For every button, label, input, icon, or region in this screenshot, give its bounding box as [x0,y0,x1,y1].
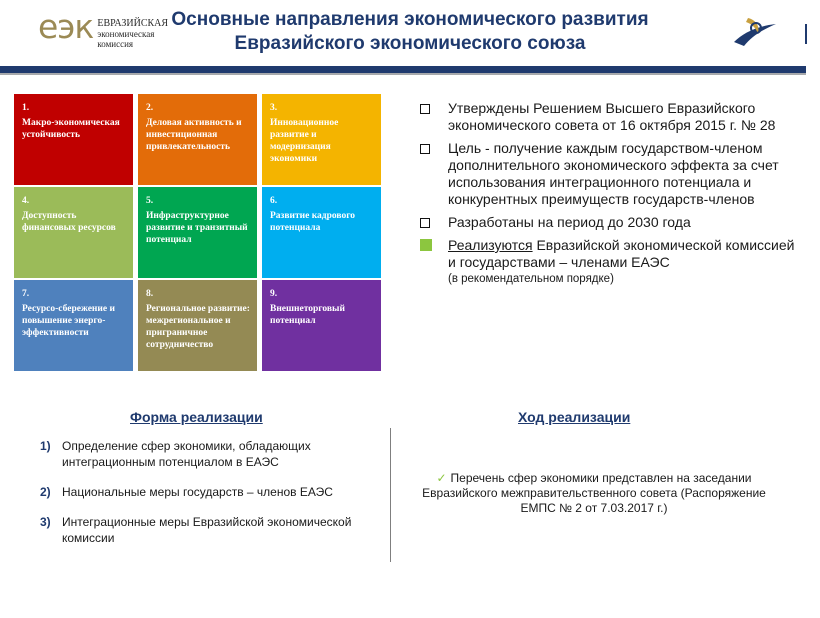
header-divider [805,24,807,44]
tile-number: 1. [22,103,30,113]
list-text: Определение сфер экономики, обладающих интеграционным потенциалом в ЕАЭС [62,439,311,469]
tile-9 [262,280,381,371]
bullet-implementation [420,237,800,288]
tile-2 [138,94,257,185]
tile-text: Инфраструктурное развитие и транзитный потенциал [146,211,248,245]
bullet-underlined: Реализуются [448,237,533,253]
tile-4 [14,187,133,278]
page-title [150,8,670,56]
list-item [40,514,380,546]
check-icon: ✓ [436,471,447,485]
checkbox-square-icon [420,218,430,228]
logo-line-2: экономическая [97,29,155,39]
list-number: 1) [40,439,51,453]
list-item [40,484,380,500]
logo-line-3: комиссия [97,39,134,49]
forma-list [40,438,380,560]
list-number: 2) [40,485,51,499]
tile-5 [138,187,257,278]
tile-text: Макро-экономическая устойчивость [22,118,120,140]
tile-1 [14,94,133,185]
tile-text: Развитие кадрового потенциала [270,211,356,233]
tile-number: 6. [270,196,278,206]
list-text: Интеграционные меры Евразийской экономической комиссии [62,515,352,545]
tile-7 [14,280,133,371]
forma-title: Форма реализации [130,409,263,425]
checkbox-square-icon [420,144,430,154]
tile-number: 2. [146,103,154,113]
bullet-approved [420,100,800,134]
bullet-period [420,214,800,231]
list-item [40,438,380,470]
summary-bullets [420,100,800,294]
header-bar [0,66,806,73]
hod-text-block [404,471,784,516]
page-title-line-2: Евразийского экономического союза [234,33,586,54]
tile-6 [262,187,381,278]
green-square-icon [420,239,432,251]
logo-line-1: ЕВРАЗИЙСКАЯ [97,18,169,29]
page-title-line-1: Основные направления экономического развития [171,9,649,30]
tile-text: Внешнеторговый потенциал [270,304,345,326]
tile-number: 3. [270,103,278,113]
tile-number: 4. [22,196,30,206]
tile-text: Деловая активность и инвестиционная привлекательность [146,118,242,152]
logo-mark: еэк [38,7,94,46]
tile-text: Инновационное развитие и модернизация экономики [270,118,339,164]
tile-number: 9. [270,289,278,299]
tile-number: 7. [22,289,30,299]
bullet-text: Цель - получение каждым государством-членом дополнительного экономического эффекта за счет использования интеграционного потенциала и конкурентных преимуществ государств-членов [448,140,779,207]
checkbox-square-icon [420,104,430,114]
eec-logo [38,7,169,49]
bullet-note: (в рекомендательном порядке) [448,273,614,285]
tile-number: 8. [146,289,154,299]
tile-text: Ресурсо-сбережение и повышение энерго-эффективности [22,304,115,338]
tile-3 [262,94,381,185]
tile-text: Доступность финансовых ресурсов [22,211,116,233]
tile-text: Региональное развитие: межрегиональное и приграничное сотрудничество [146,304,250,350]
tile-8 [138,280,257,371]
bullet-text: Утверждены Решением Высшего Евразийского экономического совета от 16 октября 2015 г. № 28 [448,100,776,133]
list-text: Национальные меры государств – членов ЕАЭС [62,485,333,499]
list-number: 3) [40,515,51,529]
tile-number: 5. [146,196,154,206]
bullet-text: Разработаны на период до 2030 года [448,214,691,230]
bullet-goal [420,140,800,208]
bullet-text: Евразийской экономической комиссией и государствами – членами ЕАЭС [448,237,795,270]
hod-text: Перечень сфер экономики представлен на заседании Евразийского межправительственного совета (Распоряжение ЕМПС № 2 от 7.03.2017 г.) [422,471,766,515]
hod-title: Ход реализации [518,409,631,425]
eaeu-emblem-icon [730,12,780,50]
section-divider [390,428,391,562]
header-bar-shadow [0,73,806,75]
